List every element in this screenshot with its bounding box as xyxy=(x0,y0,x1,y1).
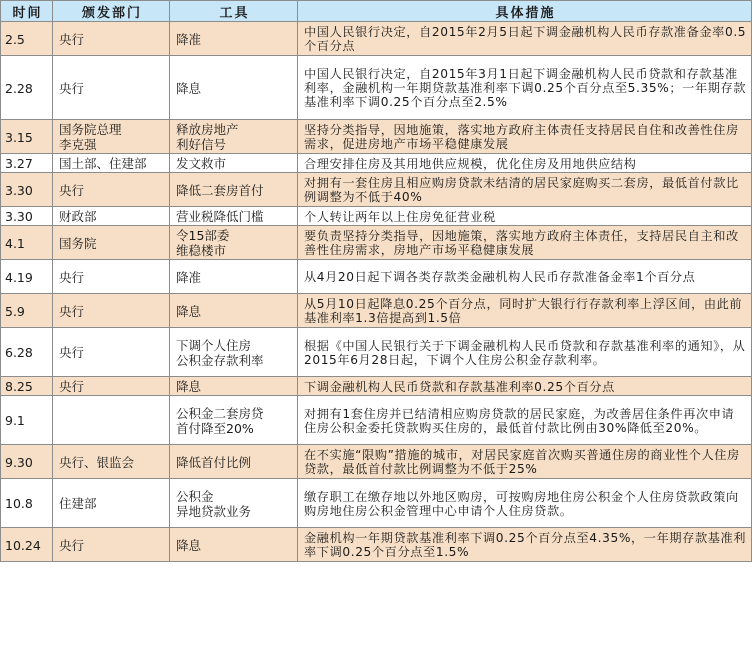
cell-department: 国务院 xyxy=(53,226,170,260)
cell-date: 6.28 xyxy=(1,328,53,377)
cell-date: 10.8 xyxy=(1,479,53,528)
cell-department: 央行 xyxy=(53,260,170,294)
cell-date: 3.30 xyxy=(1,207,53,226)
cell-tool: 降息 xyxy=(170,294,298,328)
cell-measure: 从5月10日起降息0.25个百分点，同时扩大银行行存款利率上浮区间，由此前基准利率1.3倍提高到1.5倍 xyxy=(298,294,752,328)
cell-tool: 公积金二套房贷 首付降至20% xyxy=(170,396,298,445)
cell-date: 3.15 xyxy=(1,120,53,154)
cell-measure: 下调金融机构人民币贷款和存款基准利率0.25个百分点 xyxy=(298,377,752,396)
cell-measure: 缴存职工在缴存地以外地区购房，可按购房地住房公积金个人住房贷款政策向购房地住房公积金管理中心申请个人住房贷款。 xyxy=(298,479,752,528)
cell-measure: 从4月20日起下调各类存款类金融机构人民币存款准备金率1个百分点 xyxy=(298,260,752,294)
cell-tool: 降准 xyxy=(170,260,298,294)
cell-department: 央行 xyxy=(53,173,170,207)
cell-measure: 坚持分类指导，因地施策，落实地方政府主体责任支持居民自住和改善性住房需求，促进房地产市场平稳健康发展 xyxy=(298,120,752,154)
cell-tool: 营业税降低门槛 xyxy=(170,207,298,226)
cell-date: 3.30 xyxy=(1,173,53,207)
cell-measure: 金融机构一年期贷款基准利率下调0.25个百分点至4.35%，一年期存款基准利率下调0.25个百分点至1.5% xyxy=(298,528,752,562)
table-row xyxy=(1,154,752,173)
table-row xyxy=(1,528,752,562)
cell-measure: 中国人民银行决定，自2015年2月5日起下调金融机构人民币存款准备金率0.5个百分点 xyxy=(298,22,752,56)
cell-tool: 降低首付比例 xyxy=(170,445,298,479)
cell-tool: 降息 xyxy=(170,377,298,396)
table-row xyxy=(1,207,752,226)
table-row xyxy=(1,226,752,260)
cell-date: 2.28 xyxy=(1,56,53,120)
cell-department: 央行 xyxy=(53,528,170,562)
cell-measure: 合理安排住房及其用地供应规模，优化住房及用地供应结构 xyxy=(298,154,752,173)
cell-department: 央行 xyxy=(53,377,170,396)
cell-tool: 释放房地产 利好信号 xyxy=(170,120,298,154)
cell-date: 3.27 xyxy=(1,154,53,173)
cell-tool: 降准 xyxy=(170,22,298,56)
table-row xyxy=(1,328,752,377)
cell-department: 央行 xyxy=(53,294,170,328)
header-row xyxy=(1,1,752,22)
header-date: 时间 xyxy=(1,1,53,22)
cell-date: 2.5 xyxy=(1,22,53,56)
cell-department: 央行 xyxy=(53,56,170,120)
table-row xyxy=(1,173,752,207)
cell-date: 9.30 xyxy=(1,445,53,479)
cell-measure: 要负责坚持分类指导，因地施策，落实地方政府主体责任，支持居民自主和改善性住房需求，房地产市场平稳健康发展 xyxy=(298,226,752,260)
cell-tool: 下调个人住房 公积金存款利率 xyxy=(170,328,298,377)
table-row xyxy=(1,260,752,294)
cell-department: 央行、银监会 xyxy=(53,445,170,479)
cell-date: 4.1 xyxy=(1,226,53,260)
header-measure: 具体措施 xyxy=(298,1,752,22)
header-tool: 工具 xyxy=(170,1,298,22)
cell-department: 财政部 xyxy=(53,207,170,226)
cell-department: 住建部 xyxy=(53,479,170,528)
cell-tool: 降息 xyxy=(170,528,298,562)
table-row xyxy=(1,120,752,154)
cell-tool: 发文救市 xyxy=(170,154,298,173)
cell-department: 央行 xyxy=(53,328,170,377)
cell-date: 9.1 xyxy=(1,396,53,445)
table-row xyxy=(1,445,752,479)
cell-date: 5.9 xyxy=(1,294,53,328)
table-row xyxy=(1,22,752,56)
cell-tool: 令15部委 维稳楼市 xyxy=(170,226,298,260)
cell-date: 8.25 xyxy=(1,377,53,396)
cell-measure: 对拥有1套住房并已结清相应购房贷款的居民家庭，为改善居住条件再次申请住房公积金委托贷款购买住房的，最低首付款比例由30%降低至20%。 xyxy=(298,396,752,445)
header-department: 颁发部门 xyxy=(53,1,170,22)
cell-measure: 个人转让两年以上住房免征营业税 xyxy=(298,207,752,226)
cell-date: 4.19 xyxy=(1,260,53,294)
table-row xyxy=(1,294,752,328)
table-row xyxy=(1,377,752,396)
table-row xyxy=(1,479,752,528)
cell-measure: 对拥有一套住房且相应购房贷款未结清的居民家庭购买二套房，最低首付款比例调整为不低于40% xyxy=(298,173,752,207)
cell-measure: 根据《中国人民银行关于下调金融机构人民币贷款和存款基准利率的通知》，从2015年6月28日起，下调个人住房公积金存款利率。 xyxy=(298,328,752,377)
table-body xyxy=(1,22,752,562)
cell-tool: 公积金 异地贷款业务 xyxy=(170,479,298,528)
table-row xyxy=(1,396,752,445)
cell-date: 10.24 xyxy=(1,528,53,562)
cell-department: 国土部、住建部 xyxy=(53,154,170,173)
cell-department: 央行 xyxy=(53,22,170,56)
cell-measure: 在不实施“限购”措施的城市，对居民家庭首次购买普通住房的商业性个人住房贷款，最低首付款比例调整为不低于25% xyxy=(298,445,752,479)
cell-department xyxy=(53,396,170,445)
cell-department: 国务院总理 李克强 xyxy=(53,120,170,154)
cell-tool: 降低二套房首付 xyxy=(170,173,298,207)
table-row xyxy=(1,56,752,120)
cell-tool: 降息 xyxy=(170,56,298,120)
cell-measure: 中国人民银行决定，自2015年3月1日起下调金融机构人民币贷款和存款基准利率，金融机构一年期贷款基准利率下调0.25个百分点至5.35%；一年期存款基准利率下调0.25个百分点至2.5% xyxy=(298,56,752,120)
